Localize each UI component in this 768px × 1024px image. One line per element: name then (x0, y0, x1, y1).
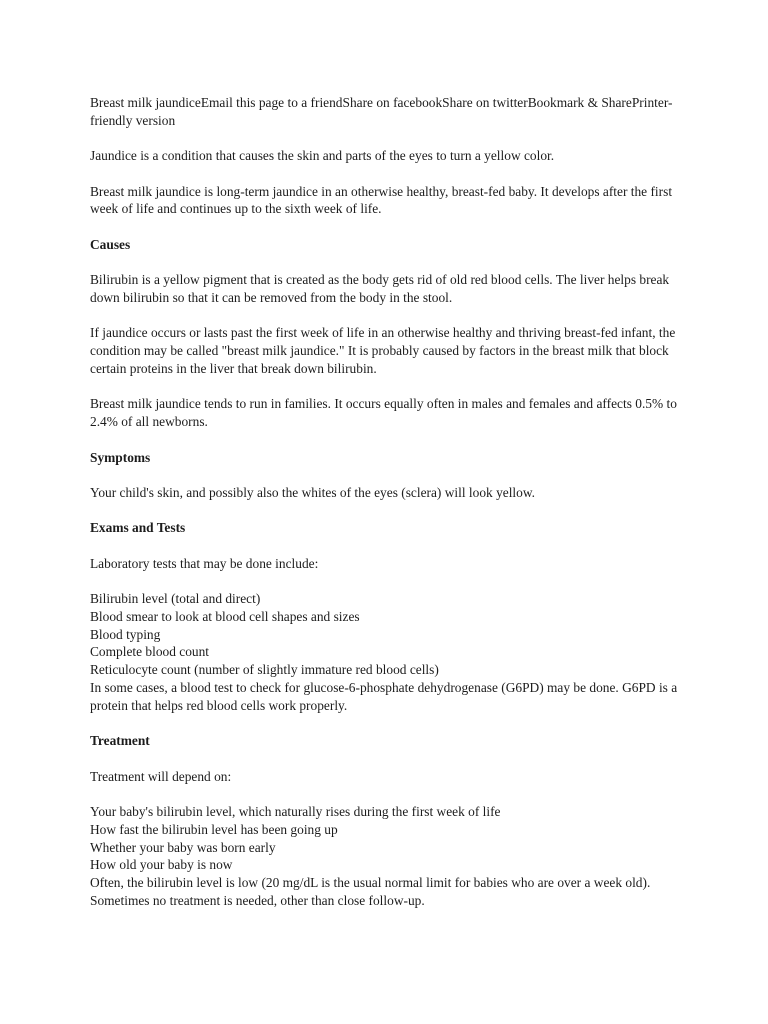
exams-list (90, 590, 680, 715)
list-item: Whether your baby was born early (90, 839, 276, 855)
facebook-share-link[interactable]: Share on facebook (342, 95, 443, 110)
causes-heading: Causes (90, 236, 131, 252)
document-page (90, 94, 680, 927)
header-line (90, 94, 680, 130)
intro-paragraph-2: Breast milk jaundice is long-term jaundice in an otherwise healthy, breast-fed baby. It develops after the first week of life and continues up to the sixth week of life. (90, 183, 673, 217)
list-item: How fast the bilirubin level has been going up (90, 821, 338, 837)
list-item: Often, the bilirubin level is low (20 mg/dL is the usual normal limit for babies who are over a week old). Sometimes no treatment is needed, other than close follow-up. (90, 875, 651, 909)
treatment-intro: Treatment will depend on: (90, 768, 232, 784)
causes-paragraph-2: If jaundice occurs or lasts past the first week of life in an otherwise healthy and thriving breast-fed infant, the condition may be called "breast milk jaundice." It is probably caused by factors in the breast milk that block certain proteins in the liver that break down bilirubin. (90, 325, 676, 376)
exams-intro: Laboratory tests that may be done include: (90, 555, 319, 571)
list-item: Your baby's bilirubin level, which naturally rises during the first week of life (90, 804, 501, 820)
list-item: Complete blood count (90, 644, 210, 660)
treatment-heading: Treatment (90, 733, 150, 749)
twitter-share-link[interactable]: Share on twitter (442, 95, 528, 110)
treatment-list (90, 803, 680, 910)
causes-paragraph-3: Breast milk jaundice tends to run in families. It occurs equally often in males and females and affects 0.5% to 2.4% of all newborns. (90, 396, 677, 430)
email-link[interactable]: Email this page to a friend (200, 95, 343, 110)
list-item: Blood smear to look at blood cell shapes and sizes (90, 608, 360, 624)
causes-paragraph-1: Bilirubin is a yellow pigment that is created as the body gets rid of old red blood cells. The liver helps break down bilirubin so that it can be removed from the body in the stool. (90, 272, 670, 305)
exams-heading: Exams and Tests (90, 520, 186, 536)
list-item: How old your baby is now (90, 857, 233, 873)
list-item: Reticulocyte count (number of slightly immature red blood cells) (90, 662, 439, 678)
symptoms-heading: Symptoms (90, 449, 151, 465)
symptoms-paragraph: Your child's skin, and possibly also the whites of the eyes (sclera) will look yellow. (90, 484, 535, 500)
bookmark-share-link[interactable]: Bookmark & Share (527, 95, 632, 110)
printer-friendly-link[interactable]: Printer-friendly version (90, 95, 673, 128)
list-item: In some cases, a blood test to check for glucose-6-phosphate dehydrogenase (G6PD) may be done. G6PD is a protein that helps red blood cells work properly. (90, 680, 678, 713)
intro-paragraph-1: Jaundice is a condition that causes the skin and parts of the eyes to turn a yellow color. (90, 148, 555, 164)
page-title: Breast milk jaundice (90, 95, 201, 110)
list-item: Blood typing (90, 626, 161, 642)
list-item: Bilirubin level (total and direct) (90, 591, 261, 607)
